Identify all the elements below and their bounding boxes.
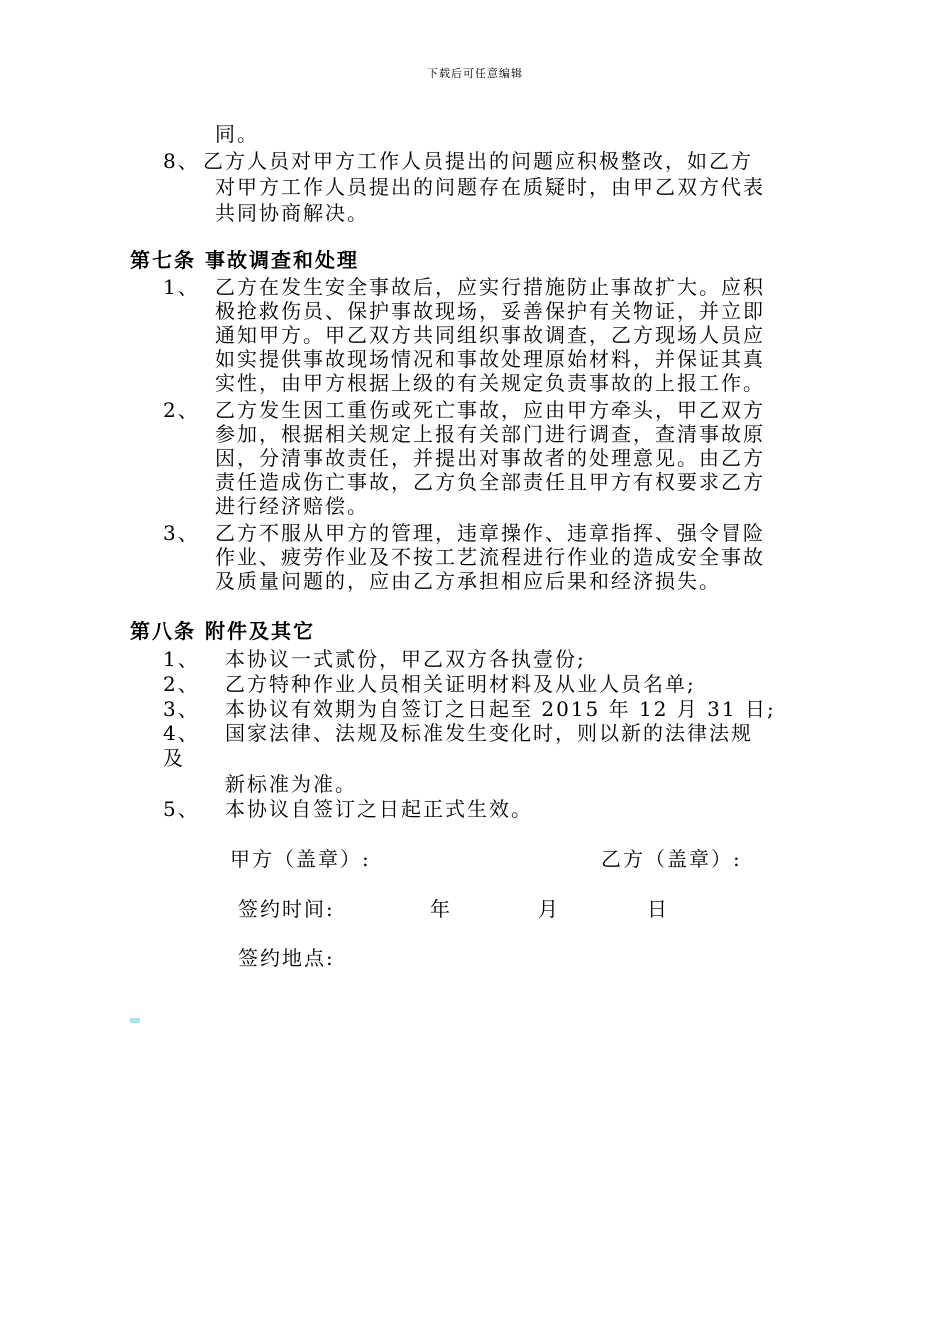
item-number: 2、 xyxy=(163,672,200,696)
item-number: 8、 xyxy=(163,149,200,173)
highlight-mark xyxy=(130,1018,140,1023)
paragraph-line: 及质量问题的，应由乙方承担相应后果和经济损失。 xyxy=(215,569,721,593)
paragraph-line: 乙方在发生安全事故后，应实行措施防止事故扩大。应积 xyxy=(215,275,765,299)
paragraph-line: 极抢救伤员、保护事故现场，妥善保护有关物证，并立即 xyxy=(215,299,765,323)
item-number: 1、 xyxy=(163,647,200,671)
list-item: 本协议有效期为自签订之日起至 2015 年 12 月 31 日; xyxy=(225,697,776,721)
paragraph-line: 乙方发生因工重伤或死亡事故，应由甲方牵头，甲乙双方 xyxy=(215,398,765,422)
paragraph-line: 对甲方工作人员提出的问题存在质疑时，由甲乙双方代表 xyxy=(215,175,765,199)
paragraph-line: 乙方不服从甲方的管理，违章操作、违章指挥、强令冒险 xyxy=(215,521,765,545)
item-number: 3、 xyxy=(163,697,200,721)
item-number: 2、 xyxy=(163,398,200,422)
page-header: 下载后可任意编辑 xyxy=(427,67,523,80)
sign-place-label: 签约地点: xyxy=(238,946,335,970)
list-item: 本协议一式贰份，甲乙双方各执壹份; xyxy=(225,647,586,671)
section-heading: 第七条 事故调查和处理 xyxy=(130,248,359,272)
paragraph-line: 通知甲方。甲乙双方共同组织事故调查，乙方现场人员应 xyxy=(215,323,765,347)
item-number: 4、 xyxy=(163,721,200,745)
paragraph-line: 共同协商解决。 xyxy=(215,201,369,225)
paragraph-line: 如实提供事故现场情况和事故处理原始材料，并保证其真 xyxy=(215,347,765,371)
sign-date-label: 签约时间: xyxy=(238,897,335,921)
item-number: 5、 xyxy=(163,797,200,821)
paragraph-line: 责任造成伤亡事故，乙方负全部责任且甲方有权要求乙方 xyxy=(215,470,765,494)
paragraph-line: 乙方人员对甲方工作人员提出的问题应积极整改，如乙方 xyxy=(203,149,753,173)
paragraph-line: 参加，根据相关规定上报有关部门进行调查，查清事故原 xyxy=(215,422,765,446)
sign-month: 月 xyxy=(538,897,560,921)
item-number: 3、 xyxy=(163,521,200,545)
paragraph-line: 进行经济赔偿。 xyxy=(215,494,369,518)
section-heading: 第八条 附件及其它 xyxy=(130,619,315,643)
paragraph-line: 作业、疲劳作业及不按工艺流程进行作业的造成安全事故 xyxy=(215,545,765,569)
list-item-wrap: 及 xyxy=(163,746,185,770)
list-item: 乙方特种作业人员相关证明材料及从业人员名单; xyxy=(225,672,696,696)
sign-day: 日 xyxy=(647,897,669,921)
party-a-seal: 甲方（盖章）: xyxy=(230,847,371,871)
list-item: 国家法律、法规及标准发生变化时，则以新的法律法规 xyxy=(225,721,753,745)
item-number: 1、 xyxy=(163,275,200,299)
party-b-seal: 乙方（盖章）: xyxy=(601,847,742,871)
list-item: 本协议自签订之日起正式生效。 xyxy=(225,797,533,821)
list-item-continuation: 新标准为准。 xyxy=(225,772,357,796)
paragraph-line: 实性，由甲方根据上级的有关规定负责事故的上报工作。 xyxy=(215,371,765,395)
sign-year: 年 xyxy=(430,897,452,921)
section6-tail: 同。 xyxy=(215,122,259,146)
paragraph-line: 因，分清事故责任，并提出对事故者的处理意见。由乙方 xyxy=(215,446,765,470)
